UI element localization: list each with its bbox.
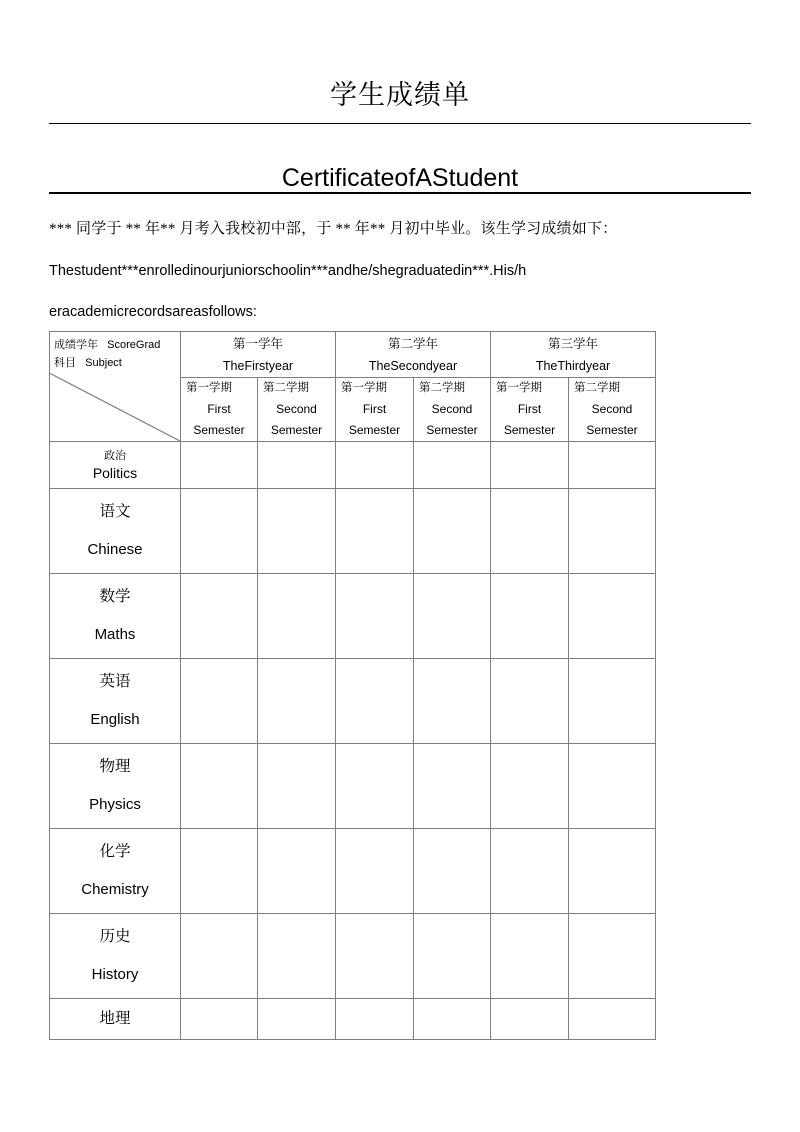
semester-header-3-en-2: Semester	[348, 423, 401, 437]
score-cell-english-y1s2[interactable]	[258, 659, 336, 744]
score-cell-physics-y1s1[interactable]	[181, 744, 258, 829]
semester-header-5-cn: 第一学期	[496, 382, 543, 394]
subject-cell-geography	[50, 999, 181, 1040]
table-row	[50, 744, 656, 829]
table-row	[50, 829, 656, 914]
score-cell-chinese-y3s2[interactable]	[569, 489, 656, 574]
score-cell-geography-y1s2[interactable]	[258, 999, 336, 1040]
year-header-first-en: TheFirstyear	[222, 358, 294, 373]
score-cell-politics-y3s1[interactable]	[491, 442, 569, 489]
table-row	[50, 659, 656, 744]
semester-header-6-cn: 第二学期	[574, 382, 621, 394]
semester-header-4	[414, 378, 491, 442]
year-header-second-cn: 第二学年	[388, 336, 439, 351]
subject-maths-en: Maths	[94, 626, 136, 643]
table-row	[50, 489, 656, 574]
semester-header-5-en-1: First	[517, 402, 542, 416]
semester-header-2-en-2: Semester	[270, 423, 323, 437]
table-corner-header-cell	[50, 332, 181, 442]
score-cell-physics-y2s1[interactable]	[336, 744, 414, 829]
subject-cell-chinese	[50, 489, 181, 574]
subject-geography-cn: 地理	[99, 1010, 131, 1027]
score-cell-english-y3s1[interactable]	[491, 659, 569, 744]
score-cell-english-y3s2[interactable]	[569, 659, 656, 744]
semester-header-3	[336, 378, 414, 442]
semester-header-1-en-1: First	[207, 402, 231, 416]
intro-paragraph-english-line-2: eracademicrecordsareasfollows:	[49, 304, 257, 320]
score-cell-chinese-y1s2[interactable]	[258, 489, 336, 574]
subject-english-cn: 英语	[99, 673, 131, 690]
corner-subject-cn: 科目	[54, 357, 76, 369]
subject-chinese-cn: 语文	[99, 503, 131, 520]
subject-cell-maths	[50, 574, 181, 659]
year-header-second	[336, 332, 491, 378]
score-cell-geography-y1s1[interactable]	[181, 999, 258, 1040]
semester-header-4-en-1: Second	[431, 402, 473, 416]
subject-maths-cn: 数学	[99, 588, 131, 605]
grade-table	[49, 331, 656, 1040]
score-cell-history-y1s2[interactable]	[258, 914, 336, 999]
subject-chemistry-en: Chemistry	[81, 881, 149, 898]
score-cell-politics-y2s1[interactable]	[336, 442, 414, 489]
corner-score-grade-cn: 成绩学年	[54, 339, 98, 351]
score-cell-maths-y1s1[interactable]	[181, 574, 258, 659]
score-cell-chinese-y1s1[interactable]	[181, 489, 258, 574]
page-title-english: CertificateofAStudent	[281, 164, 519, 192]
score-cell-chinese-y3s1[interactable]	[491, 489, 569, 574]
corner-header-subject	[54, 354, 180, 372]
table-row	[50, 442, 656, 489]
score-cell-chemistry-y1s2[interactable]	[258, 829, 336, 914]
score-cell-maths-y2s2[interactable]	[414, 574, 491, 659]
subject-politics-cn: 政治	[104, 449, 126, 462]
score-cell-geography-y2s1[interactable]	[336, 999, 414, 1040]
score-cell-politics-y1s2[interactable]	[258, 442, 336, 489]
semester-header-2-en-1: Second	[276, 402, 317, 416]
semester-header-5-en-2: Semester	[503, 423, 556, 437]
semester-header-2-cn: 第二学期	[263, 382, 309, 394]
subject-cell-english	[50, 659, 181, 744]
table-row	[50, 999, 656, 1040]
score-cell-history-y2s2[interactable]	[414, 914, 491, 999]
score-cell-history-y3s2[interactable]	[569, 914, 656, 999]
score-cell-chemistry-y1s1[interactable]	[181, 829, 258, 914]
score-cell-chinese-y2s1[interactable]	[336, 489, 414, 574]
score-cell-history-y2s1[interactable]	[336, 914, 414, 999]
year-header-first	[181, 332, 336, 378]
score-cell-physics-y2s2[interactable]	[414, 744, 491, 829]
score-cell-maths-y2s1[interactable]	[336, 574, 414, 659]
semester-header-6	[569, 378, 656, 442]
corner-header-score-grade	[54, 336, 180, 354]
semester-header-1	[181, 378, 258, 442]
semester-header-1-en-2: Semester	[193, 423, 245, 437]
score-cell-chinese-y2s2[interactable]	[414, 489, 491, 574]
score-cell-english-y2s1[interactable]	[336, 659, 414, 744]
score-cell-chemistry-y2s2[interactable]	[414, 829, 491, 914]
score-cell-politics-y3s2[interactable]	[569, 442, 656, 489]
score-cell-geography-y3s2[interactable]	[569, 999, 656, 1040]
page-title-chinese: 学生成绩单	[330, 80, 470, 110]
year-header-first-cn: 第一学年	[232, 336, 283, 351]
year-header-second-en: TheSecondyear	[368, 358, 458, 373]
semester-header-4-cn: 第二学期	[419, 382, 465, 394]
year-header-third-en: TheThirdyear	[535, 358, 611, 373]
table-row	[50, 914, 656, 999]
table-row	[50, 574, 656, 659]
subject-english-en: English	[90, 711, 140, 728]
score-cell-maths-y1s2[interactable]	[258, 574, 336, 659]
title-divider-bottom	[49, 192, 751, 194]
semester-header-3-cn: 第一学期	[341, 382, 387, 394]
score-cell-physics-y1s2[interactable]	[258, 744, 336, 829]
semester-header-3-en-1: First	[362, 402, 387, 416]
semester-header-1-cn: 第一学期	[186, 382, 232, 394]
semester-header-2	[258, 378, 336, 442]
title-divider-top	[49, 123, 751, 124]
score-cell-english-y2s2[interactable]	[414, 659, 491, 744]
subject-physics-cn: 物理	[99, 758, 131, 775]
score-cell-geography-y2s2[interactable]	[414, 999, 491, 1040]
semester-header-4-en-2: Semester	[426, 423, 478, 437]
subject-chinese-en: Chinese	[87, 541, 143, 558]
score-cell-physics-y3s2[interactable]	[569, 744, 656, 829]
subject-cell-history	[50, 914, 181, 999]
score-cell-chemistry-y3s2[interactable]	[569, 829, 656, 914]
intro-paragraph-english-line-1: Thestudent***enrolledinourjuniorschoolin***andhe/shegraduatedin***.His/h	[49, 263, 527, 279]
score-cell-maths-y3s1[interactable]	[491, 574, 569, 659]
score-cell-maths-y3s2[interactable]	[569, 574, 656, 659]
score-cell-english-y1s1[interactable]	[181, 659, 258, 744]
score-cell-chemistry-y3s1[interactable]	[491, 829, 569, 914]
intro-paragraph-chinese: *** 同学于 ** 年** 月考入我校初中部，于 ** 年** 月初中毕业。该生学习成绩如下：	[49, 221, 618, 237]
subject-cell-physics	[50, 744, 181, 829]
semester-header-5	[491, 378, 569, 442]
score-cell-history-y1s1[interactable]	[181, 914, 258, 999]
score-cell-chemistry-y2s1[interactable]	[336, 829, 414, 914]
score-cell-politics-y1s1[interactable]	[181, 442, 258, 489]
subject-history-en: History	[91, 966, 139, 983]
year-header-third	[491, 332, 656, 378]
corner-score-grade-en: ScoreGrad	[107, 339, 161, 351]
score-cell-geography-y3s1[interactable]	[491, 999, 569, 1040]
score-cell-physics-y3s1[interactable]	[491, 744, 569, 829]
year-header-third-cn: 第三学年	[548, 336, 599, 351]
subject-chemistry-cn: 化学	[99, 843, 131, 860]
subject-cell-chemistry	[50, 829, 181, 914]
subject-history-cn: 历史	[99, 928, 131, 945]
score-cell-history-y3s1[interactable]	[491, 914, 569, 999]
subject-politics-en: Politics	[92, 464, 138, 481]
score-cell-politics-y2s2[interactable]	[414, 442, 491, 489]
subject-physics-en: Physics	[89, 796, 141, 813]
semester-header-6-en-1: Second	[591, 402, 633, 416]
subject-cell-politics	[50, 442, 181, 489]
semester-header-6-en-2: Semester	[586, 423, 638, 437]
table-header-year-row	[50, 332, 656, 378]
corner-subject-en: Subject	[85, 357, 122, 369]
